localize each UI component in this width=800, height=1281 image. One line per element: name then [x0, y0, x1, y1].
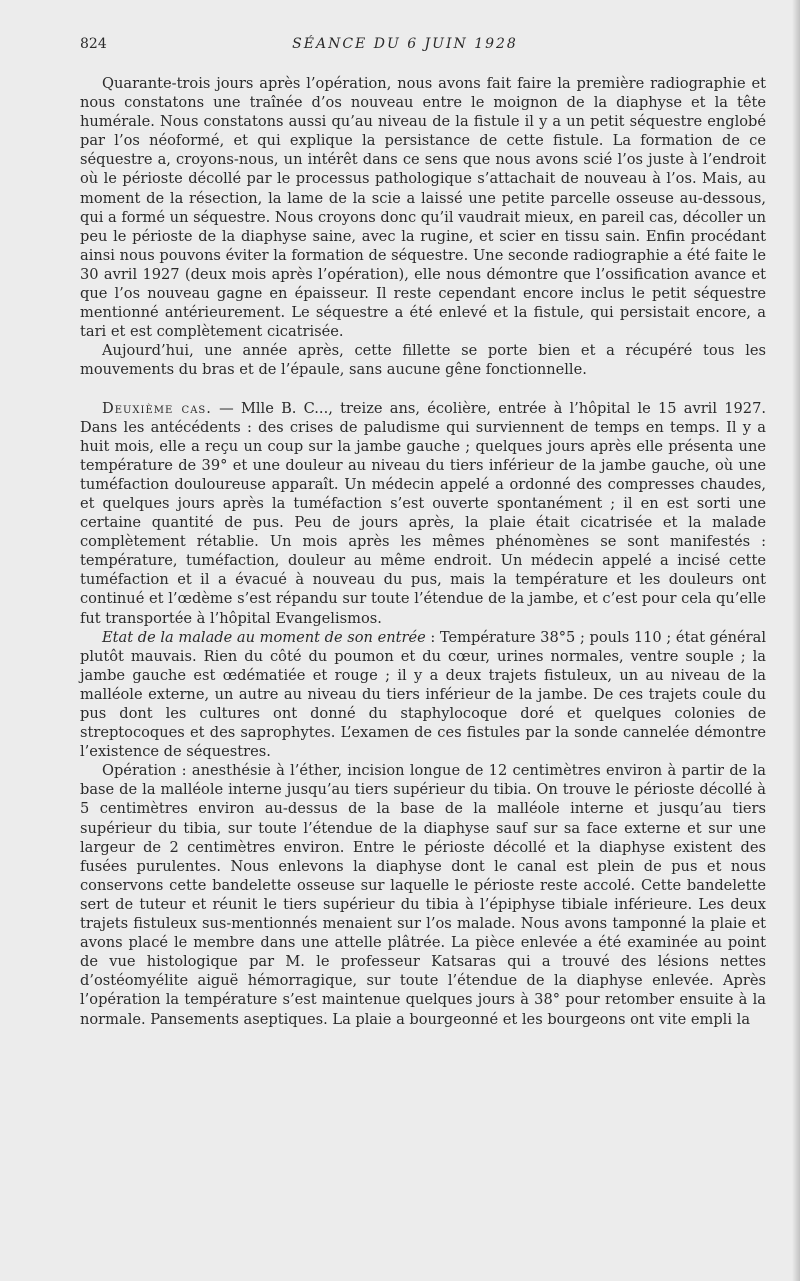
- italic-lead: Etat de la malade au moment de son entrée: [102, 628, 426, 646]
- header-title: SÉANCE DU 6 JUIN 1928: [292, 36, 518, 52]
- paragraph-admission-state: [80, 628, 766, 762]
- case-heading: Deuxième cas.: [102, 399, 212, 417]
- paragraph-text: Opération : anesthésie à l’éther, incision longue de 12 centimètres environ à partir de la base de la malléole interne jusqu’au tiers supérieur du tibia. On trouve le périoste décollé à 5 centimètres environ au-dessus de la base de la malléole interne et jusqu’au tiers supérieur du tibia, sur toute l’étendue de la diaphyse sauf sur sa face externe et sur une largeur de 2 centimètres environ. Entre le périoste décollé et la diaphyse existent des fusées purulentes. Nous enlevons la diaphyse dont le canal est plein de pus et nous conservons cette bandelette osseuse sur laquelle le périoste reste accolé. Cette bandelette sert de tuteur et réunit le tiers supérieur du tibia à l’épiphyse tibiale inférieure. Les deux trajets fistuleux sus-mentionnés menaient sur l’os malade. Nous avons tamponné la plaie et avons placé le membre dans une attelle plâtrée. La pièce enlevée a été examinée au point de vue histologique par M. le professeur Katsaras qui a trouvé des lésions nettes d’ostéomyélite aiguë hémorragique, sur toute l’étendue de la diaphyse enlevée. Après l’opération la température s’est maintenue quelques jours à 38° pour retomber ensuite à la normale. Pansements aseptiques. La plaie a bourgeonné et les bourgeons ont vite empli la: [80, 762, 766, 1028]
- paragraph-text: : Température 38°5 ; pouls 110 ; état général plutôt mauvais. Rien du côté du poumon et du cœur, urines normales, ventre souple ; la jambe gauche est œdématiée et rouge ; il y a deux trajets fistuleux, un au niveau de la malléole externe, un autre au niveau du tiers inférieur de la jambe. De ces trajets coule du pus dont les cultures ont donné du staphylocoque doré et quelques colonies de streptocoques et des saprophytes. L’examen de ces fistules par la sonde cannelée démontre l’existence de séquestres.: [80, 628, 766, 761]
- paragraph-radiography: [80, 74, 766, 341]
- body-text: [80, 74, 766, 1029]
- page-number: 824: [80, 36, 107, 52]
- paragraph-outcome: [80, 341, 766, 379]
- running-header: [80, 36, 730, 56]
- paragraph-text: Quarante-trois jours après l’opération, nous avons fait faire la première radiographie et nous constatons une traînée d’os nouveau entre le moignon de la diaphyse et la tête humérale. Nous constatons aussi qu’au niveau de la fistule il y a un petit séquestre englobé par l’os néoformé, et qui explique la persistance de cette fistule. La formation de ce séquestre a, croyons-nous, un intérêt dans ce sens que nous avons scié l’os juste à l’endroit où le périoste décollé par le processus pathologique s’attachait de nouveau à l’os. Mais, au moment de la résection, la lame de la scie a laissé une petite parcelle osseuse au-dessous, qui a formé un séquestre. Nous croyons donc qu’il vaudrait mieux, en pareil cas, décoller un peu le périoste de la diaphyse saine, avec la rugine, et scier en tissu sain. Enfin procédant ainsi nous pouvons éviter la formation de séquestre. Une seconde radiographie a été faite le 30 avril 1927 (deux mois après l’opération), elle nous démontre que l’ossification avance et que l’os nouveau gagne en épaisseur. Il reste cependant encore inclus le petit séquestre mentionné antérieurement. Le séquestre a été enlevé et la fistule, qui persistait encore, a tari et est complètement cicatrisée.: [80, 75, 766, 341]
- paragraph-text: — Mlle B. C..., treize ans, écolière, entrée à l’hôpital le 15 avril 1927. Dans les antécédents : des crises de paludisme qui surviennent de temps en temps. Il y a huit mois, elle a reçu un coup sur la jambe gauche ; quelques jours après elle présenta une température de 39° et une douleur au niveau du tiers inférieur de la jambe gauche, où une tuméfaction douloureuse apparaît. Un médecin appelé a ordonné des compresses chaudes, et quelques jours après la tuméfaction s’est ouverte spontanément ; il en est sorti une certaine quantité de pus. Peu de jours après, la plaie était cicatrisée et la malade complètement rétablie. Un mois après les mêmes phénomènes se sont manifestés : température, tuméfaction, douleur au même endroit. Un médecin appelé a incisé cette tuméfaction et il a évacué à nouveau du pus, mais la température et les douleurs ont continué et l’œdème s’est répandu sur toute l’étendue de la jambe, et c’est pour cela qu’elle fut transportée à l’hôpital Evangelismos.: [80, 399, 766, 627]
- paragraph-second-case: [80, 399, 766, 628]
- paragraph-text: Aujourd’hui, une année après, cette fillette se porte bien et a récupéré tous les mouvements du bras et de l’épaule, sans aucune gêne fonctionnelle.: [80, 342, 766, 379]
- page-edge-shadow: [792, 0, 800, 1281]
- paragraph-operation: [80, 761, 766, 1028]
